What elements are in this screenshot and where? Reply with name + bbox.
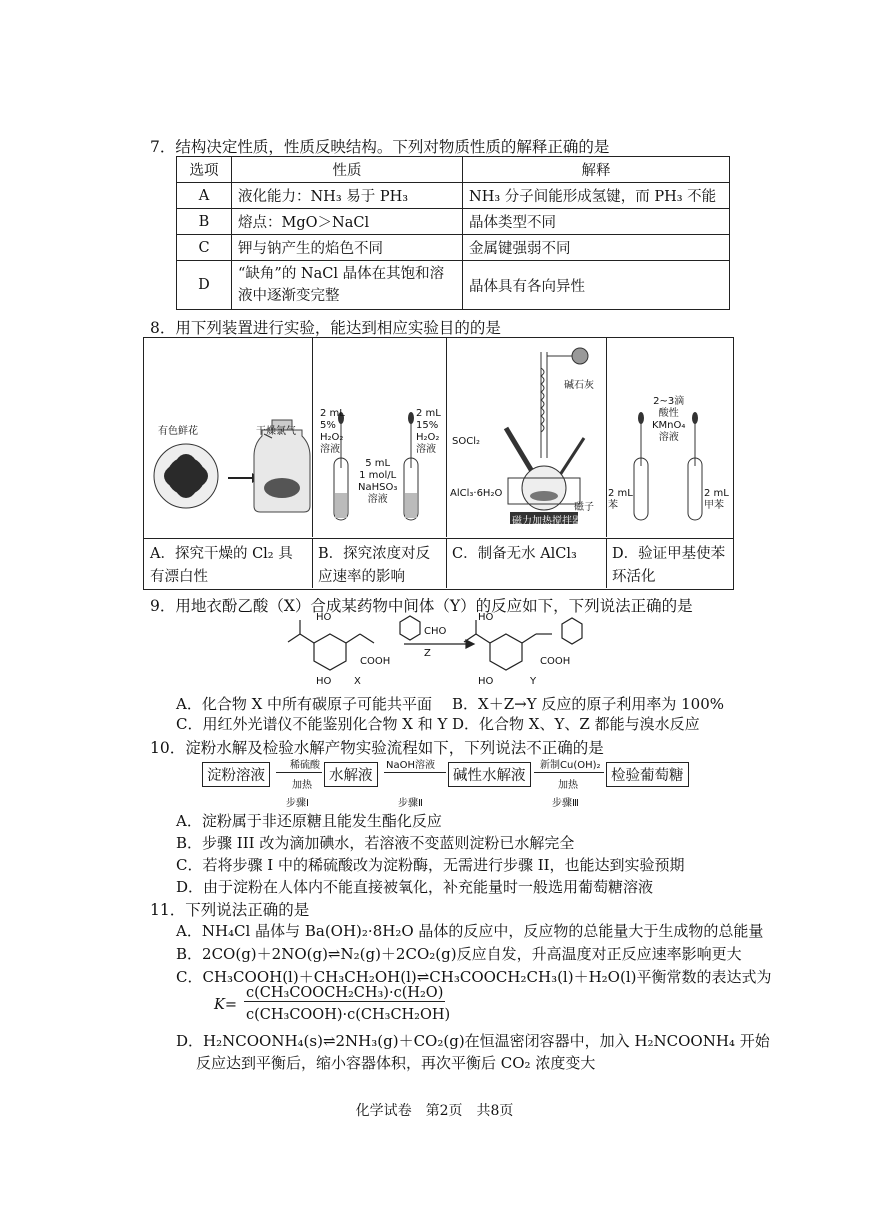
q10-option-a: A．淀粉属于非还原糖且能发生酯化反应	[176, 812, 442, 830]
kmno4-labels	[652, 396, 685, 444]
q8-figure-grid	[143, 337, 734, 590]
table-cell: B	[177, 209, 232, 235]
arrow1-top: 稀硫酸	[290, 760, 320, 771]
arrow1	[276, 772, 322, 773]
arrow3-top: 新制Cu(OH)₂	[540, 760, 601, 771]
label: 溶液	[416, 444, 436, 455]
label: NaHSO₃	[358, 482, 398, 493]
question-9-stem: 9．用地衣酚乙酸（X）合成某药物中间体（Y）的反应如下，下列说法正确的是	[150, 597, 693, 615]
label-stir-bar: 磁子	[574, 502, 594, 513]
q10-option-b: B．步骤 III 改为滴加碘水，若溶液不变蓝则淀粉已水解完全	[176, 834, 575, 852]
question-10-stem: 10．淀粉水解及检验水解产物实验流程如下，下列说法不正确的是	[150, 739, 604, 757]
label: 溶液	[320, 444, 340, 455]
table-cell: C	[177, 235, 232, 261]
label: 2 mL	[608, 488, 633, 499]
arrow1-bottom: 加热	[292, 780, 312, 791]
q11-option-c: C．CH₃COOH(l)＋CH₃CH₂OH(l)⇌CH₃COOCH₂CH₃(l)＋H₂O(l)平衡常数的表达式为	[176, 968, 772, 986]
y-cooh: COOH	[540, 656, 571, 667]
label: 溶液	[367, 494, 388, 505]
fraction-denominator: c(CH₃COOH)·c(CH₃CH₂OH)	[246, 1007, 451, 1023]
q7-table	[176, 156, 730, 310]
label: 2 mL	[416, 408, 441, 419]
q8-option-c: C．制备无水 AlCl₃	[446, 538, 607, 588]
flow-box-glucose-test: 检验葡萄糖	[606, 762, 689, 787]
flow-box-alkaline: 碱性水解液	[448, 762, 531, 787]
label-colored-flower: 有色鲜花	[158, 426, 198, 437]
arrow3	[534, 772, 604, 773]
label: 甲苯	[704, 500, 724, 511]
x-cooh: COOH	[360, 656, 391, 667]
label: 5 mL	[365, 458, 391, 469]
x-ho-bottom: HO	[316, 676, 332, 687]
right-dropper-labels	[416, 408, 441, 456]
q9-option-c: C．用红外光谱仪不能鉴别化合物 X 和 Y	[176, 715, 448, 733]
page-footer: 化学试卷 第2页 共8页	[355, 1103, 514, 1119]
q8-option-b: B．探究浓度对反应速率的影响	[312, 538, 447, 588]
table-cell: A	[177, 183, 232, 209]
arrow2	[384, 772, 446, 773]
label-soda-lime: 碱石灰	[564, 380, 594, 391]
y-ho-bottom: HO	[478, 676, 494, 687]
arrow2-top: NaOH溶液	[386, 760, 435, 771]
x-ho-top: HO	[316, 612, 332, 623]
step-2: 步骤Ⅱ	[398, 798, 423, 809]
flower-bottle-illustration	[144, 338, 312, 537]
label: 酸性	[658, 408, 679, 419]
q10-option-c: C．若将步骤 I 中的稀硫酸改为淀粉酶，无需进行步骤 II，也能达到实验预期	[176, 856, 685, 874]
label-dry-chlorine: 干燥氯气	[256, 426, 296, 437]
table-cell: “缺角”的 NaCl 晶体在其饱和溶液中逐渐变完整	[232, 261, 463, 310]
label: 苯	[608, 500, 618, 511]
figure-b	[312, 338, 447, 537]
table-cell: 熔点：MgO＞NaCl	[232, 209, 463, 235]
flow-box-hydrolysate: 水解液	[324, 762, 378, 787]
label: H₂O₂	[416, 432, 440, 443]
arrow3-bottom: 加热	[558, 780, 578, 791]
label: KMnO₄	[652, 420, 686, 431]
label-socl2: SOCl₂	[452, 436, 480, 447]
label-z-cho: CHO	[424, 626, 447, 637]
label: 2~3滴	[653, 396, 685, 407]
middle-labels	[358, 458, 397, 506]
q9-option-b: B．X＋Z→Y 反应的原子利用率为 100%	[452, 695, 725, 713]
label: 2 mL	[320, 408, 345, 419]
left-dropper-labels	[320, 408, 345, 456]
table-cell: 晶体类型不同	[463, 209, 730, 235]
figure-a	[144, 338, 313, 537]
question-8-stem: 8．用下列装置进行实验，能达到相应实验目的的是	[150, 319, 501, 337]
toluene-labels	[704, 488, 729, 512]
table-cell: 晶体具有各向异性	[463, 261, 730, 310]
table-cell: 钾与钠产生的焰色不同	[232, 235, 463, 261]
q8-option-d: D．验证甲基使苯环活化	[606, 538, 733, 588]
label-y: Y	[530, 676, 537, 687]
q11-option-a: A．NH₄Cl 晶体与 Ba(OH)₂·8H₂O 晶体的反应中，反应物的总能量大于生成物的总能量	[176, 922, 764, 940]
label-alcl3-hydrate: AlCl₃·6H₂O	[450, 488, 503, 499]
q9-option-a: A．化合物 X 中所有碳原子可能共平面	[176, 695, 433, 713]
label: 5%	[320, 420, 336, 431]
step-3: 步骤Ⅲ	[552, 798, 579, 809]
benzene-labels	[608, 488, 633, 512]
flow-box-starch: 淀粉溶液	[202, 762, 270, 787]
table-cell: NH₃ 分子间能形成氢键，而 PH₃ 不能	[463, 183, 730, 209]
q11-option-b: B．2CO(g)＋2NO(g)⇌N₂(g)＋2CO₂(g)反应自发，升高温度对正反应速率影响更大	[176, 945, 742, 963]
table-cell: 液化能力：NH₃ 易于 PH₃	[232, 183, 463, 209]
label: H₂O₂	[320, 432, 344, 443]
q11-option-d-line1: D．H₂NCOONH₄(s)⇌2NH₃(g)＋CO₂(g)在恒温密闭容器中，加入 H₂NCOONH₄ 开始	[176, 1032, 770, 1050]
figure-c	[446, 338, 607, 537]
step-1: 步骤Ⅰ	[286, 798, 309, 809]
q10-flowchart	[202, 762, 702, 810]
question-7-stem: 7．结构决定性质，性质反映结构。下列对物质性质的解释正确的是	[150, 138, 610, 156]
q10-option-d: D．由于淀粉在人体内不能直接被氧化，补充能量时一般选用葡萄糖溶液	[176, 878, 654, 896]
label: 溶液	[658, 432, 679, 443]
label: 1 mol/L	[359, 470, 397, 481]
label: 2 mL	[704, 488, 729, 499]
table-header: 解释	[463, 157, 730, 183]
label-z: Z	[424, 648, 431, 659]
q9-option-d: D．化合物 X、Y、Z 都能与溴水反应	[452, 715, 700, 733]
question-11-stem: 11．下列说法正确的是	[150, 901, 310, 919]
table-cell: D	[177, 261, 232, 310]
q8-option-a: A．探究干燥的 Cl₂ 具有漂白性	[144, 538, 313, 588]
k-symbol: K=	[214, 997, 237, 1013]
label-magnetic-stirrer: 磁力加热搅拌器	[512, 516, 582, 527]
fraction-numerator: c(CH₃COOCH₂CH₃)·c(H₂O)	[246, 985, 444, 1001]
figure-d	[606, 338, 733, 537]
table-cell: 金属键强弱不同	[463, 235, 730, 261]
table-header: 性质	[232, 157, 463, 183]
y-ho-top: HO	[478, 612, 494, 623]
label: 15%	[416, 420, 439, 431]
q11-option-d-line2: 反应达到平衡后，缩小容器体积，再次平衡后 CO₂ 浓度变大	[196, 1054, 596, 1072]
table-header: 选项	[177, 157, 232, 183]
label-x: X	[354, 676, 361, 687]
